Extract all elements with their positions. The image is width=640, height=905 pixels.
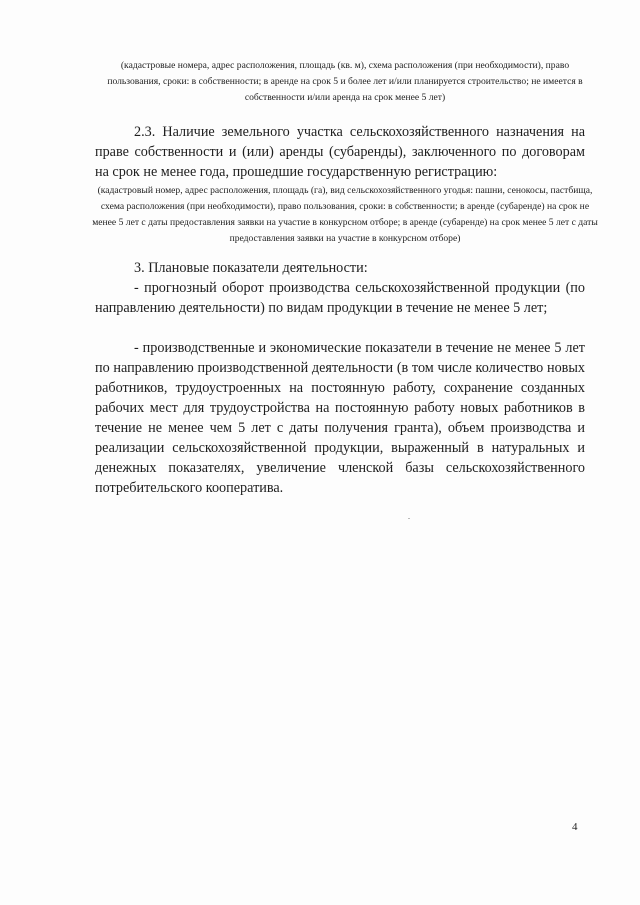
section-3-title: 3. Плановые показатели деятельности: — [134, 260, 368, 276]
section-3-bullet-1: - прогнозный оборот производства сельскохозяйственной продукции (по направлению деятельности) по видам продукции в течение не менее 5 лет; — [95, 280, 585, 316]
scan-speck — [408, 518, 410, 519]
page-number: 4 — [572, 821, 578, 833]
section-3-bullet-2: - производственные и экономические показатели в течение не менее 5 лет по направлению производственной деятельности (в том числе количество новых работников, трудоустроенных на постоянную работу, сохранение созданных рабочих мест для трудоустройства на постоянную работу новых работников в течение не менее чем 5 лет с даты получения гранта), объем производства и реализации сельскохозяйственной продукции, выраженный в натуральных и денежных показателях, увеличение членской базы сельскохозяйственного потребительского кооператива. — [95, 340, 585, 496]
note-section-2-3: (кадастровый номер, адрес расположения, площадь (га), вид сельскохозяйственного угодья: пашни, сенокосы, пастбища, схема расположения (при необходимости), право пользования, сроки: в собственности; в аренде (субаренде) на срок не менее 5 лет с даты предоставления заявки на участие в конкурсном отборе; в аренде (субаренде) на срок менее 5 лет с даты предоставления заявки на участие в конкурсном отборе) — [92, 185, 598, 244]
section-2-3-paragraph: 2.3. Наличие земельного участка сельскохозяйственного назначения на праве собственности и (или) аренды (субаренды), заключенного по договорам на срок не менее года, прошедшие государственную регистрацию: — [95, 124, 585, 180]
note-land-top: (кадастровые номера, адрес расположения, площадь (кв. м), схема расположения (при необходимости), право пользования, сроки: в собственности; в аренде на срок 5 и более лет и/или планируется строительство; не имеется в собственности и/или аренда на срок менее 5 лет) — [107, 60, 583, 103]
